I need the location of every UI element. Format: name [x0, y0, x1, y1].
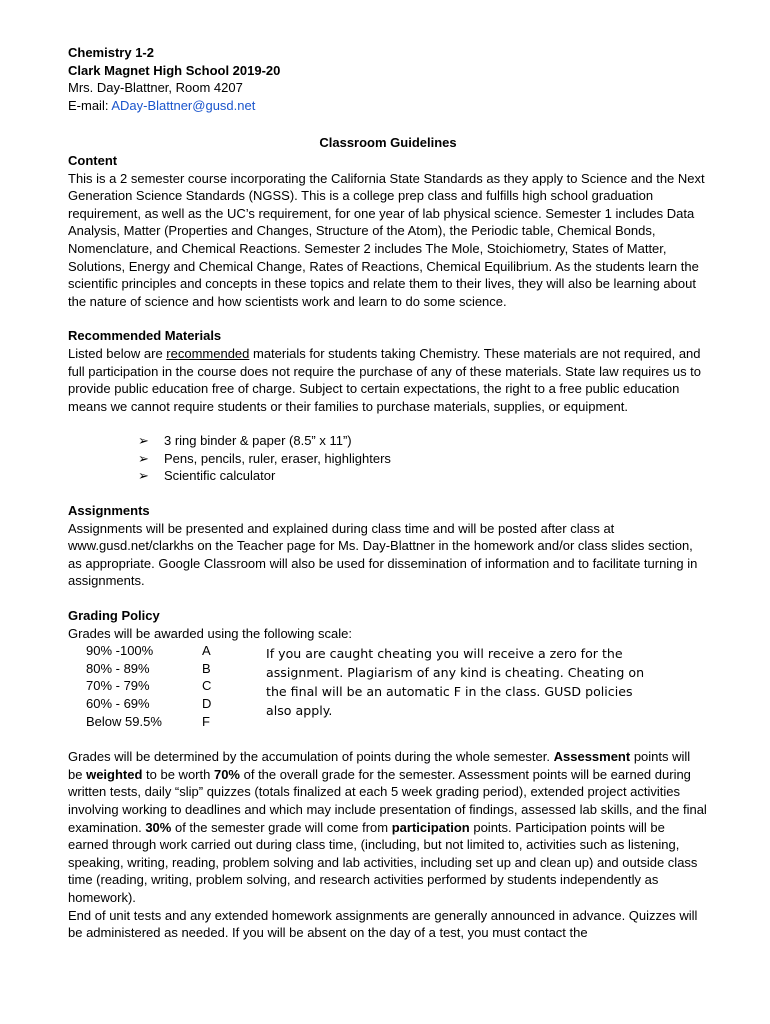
email-line [68, 97, 708, 115]
arrow-bullet-icon: ➢ [138, 468, 149, 484]
arrow-bullet-icon: ➢ [138, 433, 149, 449]
table-row: 70% - 79% C [86, 678, 212, 694]
assignments-heading: Assignments [68, 503, 150, 519]
teacher-info: Mrs. Day-Blattner, Room 4207 [68, 80, 243, 96]
header-block [68, 44, 708, 114]
assignments-body: Assignments will be presented and explained during class time and will be posted after class at www.gusd.net/clarkhs on the Teacher page for Ms. Day-Blattner in the homework and/or class slides section, as appropriate. Google Classroom will also be used for dissemination of information and to facilitate turning in assignments. [68, 520, 698, 589]
grading-scale-area [68, 642, 708, 748]
page-title: Classroom Guidelines [319, 135, 457, 151]
tests-paragraph: End of unit tests and any extended homework assignments are generally announced in advance. Quizzes will be administered as needed. If you will be absent on the day of a test, you must contact the [68, 907, 698, 941]
materials-intro: Listed below are recommended materials for students taking Chemistry. These materials are not required, and full participation in the course does not require the purchase of any of these materials. State law requires us to provide public education free of charge. Subject to certain expectations, the right to a free public education means we cannot require students or their families to purchase materials, supplies, or equipment. [68, 345, 702, 414]
arrow-bullet-icon: ➢ [138, 450, 149, 466]
email-link[interactable]: ADay-Blattner@gusd.net [111, 97, 256, 113]
list-item: ➢ Scientific calculator [138, 468, 276, 484]
grading-intro: Grades will be awarded using the following scale: [68, 625, 352, 641]
table-row: 60% - 69% D [86, 696, 212, 711]
table-row: 80% - 89% B [86, 660, 211, 676]
grade-scale-table [86, 642, 222, 730]
list-item: ➢ Pens, pencils, ruler, eraser, highlighters [138, 450, 391, 466]
table-row: Below 59.5% F [86, 713, 210, 729]
materials-list [68, 432, 708, 485]
materials-heading: Recommended Materials [68, 328, 222, 344]
document-content [68, 44, 708, 942]
grading-heading: Grading Policy [68, 608, 160, 624]
table-row: 90% -100% A [86, 643, 211, 659]
grading-details: Grades will be determined by the accumulation of points during the whole semester. Assessment points will be weighted to be worth 70% of the overall grade for the semester. Assessment points will be earned during written tests, daily “slip” quizzes (totals finalized at each 5 week grading period), extended project activities involving working to deadlines and which may include presentation of findings, assessed lab skills, and the final examination. 30% of the semester grade will come from participation points. Participation points will be earned through work carried out during class time, (including, but not limited to, activities such as listening, speaking, writing, reading, problem solving and lab activities, including set up and clean up) and outside class time (reading, writing, problem solving, and research activities performed by students independently as homework). [68, 749, 707, 905]
recommended-underlined: recommended [166, 345, 250, 361]
school-name: Clark Magnet High School 2019-20 [68, 62, 281, 78]
content-heading: Content [68, 152, 118, 168]
cheating-note: If you are caught cheating you will receive a zero for the assignment. Plagiarism of any kind is cheating. Cheating on the final will be an automatic F in the class. GUSD policies also apply. [266, 646, 645, 719]
content-body: This is a 2 semester course incorporating the California State Standards as they apply to Science and the Next Generation Science Standards (NGSS). This is a college prep class and fulfills high school graduation requirement, as well as the UC’s requirement, for one year of lab physical science. Semester 1 includes Data Analysis, Matter (Properties and Changes, Structure of the Atom), the Periodic table, Chemical Bonds, Nomenclature, and Chemical Reactions. Semester 2 includes The Mole, Stoichiometry, States of Matter, Solutions, Energy and Chemical Change, Rates of Reactions, Chemical Equilibrium. As the students learn the scientific principles and concepts in these topics and relate them to their lives, they will also be learning about the nature of science and how scientists work and learn to do some science. [68, 170, 705, 309]
list-item: ➢ 3 ring binder & paper (8.5” x 11”) [138, 433, 352, 449]
email-label: E-mail: [68, 97, 112, 113]
course-title: Chemistry 1-2 [68, 45, 154, 60]
